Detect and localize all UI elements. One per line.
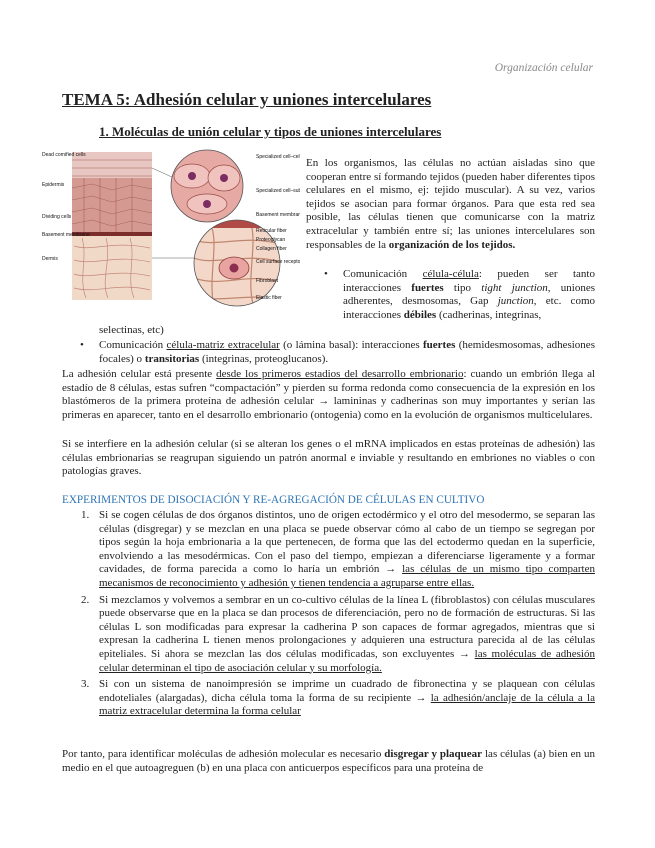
label-cell-cell-contact: Specialized cell–cell [256, 154, 300, 160]
label-basement-membrane-left: Basement membrane [42, 232, 90, 238]
label-basement-membrane-right: Basement membrane [256, 212, 300, 218]
experiments-heading: EXPERIMENTOS DE DISOCIACIÓN Y RE-AGREGACIÓN DE CÉLULAS EN CULTIVO [62, 494, 485, 506]
label-proteoglycan: Proteoglycan [256, 237, 286, 243]
label-reticular-fiber: Reticular fiber [256, 228, 287, 234]
experiment-item: 1. Si se cogen células de dos órganos distintos, uno de origen ectodérmico y el otro del mesodermo, se separan las células (disgregar) y se mezclan en una placa se puede observar cómo al cabo de un tiempo se segregan por tipos según la hoja embrionaria a la que pertenecen, de forma que las del ectodermo quedan en la superficie, envolviendo a las mesodérmicas. Con el paso del tiempo, empiezan a diferenciarse ligeramente y a formar cavidades, de forma parecida a como lo haría un embrión → las células de un mismo tipo comparten mecanismos de reconocimiento y adhesión y tienen tendencia a agruparse entre ellas. [81, 509, 595, 589]
label-elastic-fiber: Elastic fiber [256, 295, 282, 301]
bullet-cell-matrix: • Comunicación célula-matriz extracelular (o lámina basal): interacciones fuertes (hemidesmosomas, adhesiones focales) o transitorias (integrinas, proteoglucanos). [80, 339, 595, 365]
experiments-list [62, 509, 595, 722]
tissue-figure [42, 148, 300, 324]
figure-right-labels [256, 154, 300, 301]
intro-text: En los organismos, las células no actúan aisladas sino que cooperan entre sí formando tejidos (pueden haber diferentes tipos celulares en el mismo, ej: tejido muscular). A su vez, varios tejidos se asocian para formar órganos. Para que esta red sea posible, las células tienen que comunicarse con la matriz extracelular y también entre sí; las uniones intercelulares son responsables de la [306, 157, 595, 251]
running-header: Organización celular [494, 62, 593, 74]
skin-tissue-diagram [42, 148, 300, 324]
label-cell-substratum-contact: Specialized cell–su [256, 188, 299, 194]
experiment-item: 3. Si con un sistema de nanoimpresión se imprime un cuadrado de fibronectina y se plaquean con células endoteliales (alargadas), dicha célula toma la forma de su recipiente → la adhesión/anclaje de la célula a la matriz extracelular determina la forma celular [81, 678, 595, 718]
bullet-dot: • [80, 339, 84, 351]
label-dermis: Dermis [42, 256, 58, 262]
label-dividing-cells: Dividing cells [42, 214, 72, 220]
label-epidermis: Epidermis [42, 182, 65, 188]
intro-bold: organización de los tejidos. [388, 238, 516, 251]
page-title: TEMA 5: Adhesión celular y uniones intercelulares [62, 90, 432, 109]
conclusion-paragraph: Por tanto, para identificar moléculas de adhesión molecular es necesario disgregar y plaquear las células (a) bien en un medio en el que autoagreguen (b) en una placa con anticuerpos específicos para una proteína de [62, 748, 595, 774]
label-integrin: Cell surface recepto [256, 259, 300, 265]
bullet-dot: • [324, 268, 328, 280]
intro-paragraph [306, 157, 595, 252]
bullet-cell-cell: • Comunicación célula-célula: pueden ser tanto interacciones fuertes tipo tight junction, uniones adherentes, desmosomas, Gap junction, etc. como interacciones débiles (cadherinas, integrinas, [324, 268, 595, 321]
section-subtitle: 1. Moléculas de unión celular y tipos de uniones intercelulares [99, 124, 442, 139]
label-fibroblast: Fibroblast [256, 278, 278, 284]
label-dead-cells: Dead cornified cells [42, 152, 86, 158]
label-collagen-fiber: Collagen fiber [256, 246, 287, 252]
bullet-cell-cell-continuation: selectinas, etc) [99, 324, 164, 336]
development-paragraph: La adhesión celular está presente desde los primeros estadios del desarrollo embrionario: cuando un embrión llega al estadío de 8 células, estas sufren “compactación” y pierden su forma redonda como consecuencia de la expresión en los blastómeros de la primera proteína de adhesión celular → lamininas y cadherinas son muy importantes y serían las primeras en aparecer, tanto en el desarrollo embrionario (ontogenia) como en la evolución de organismos multicelulares. [62, 368, 596, 421]
interference-paragraph: Si se interfiere en la adhesión celular (si se alteran los genes o el mRNA implicados en estas proteínas de adhesión) las células embrionarias se reagrupan siguiendo un patrón anormal e inviable y resultando en embriones no viables o con patologías graves. [62, 438, 595, 478]
experiment-item: 2. Si mezclamos y volvemos a sembrar en un co-cultivo células de la línea L (fibroblastos) con células musculares puede observarse que en la placa se dan procesos de diferenciación, pero no de formación de estructuras. Si las células L son modificadas para expresar la cadherina P son capaces de formar agregados, mientras que si expresan la cadherina L tienen menos prolongaciones y adquieren una estructura parecida al de las células epiteliales. Si ahora se mezclan las dos células modificadas, son excluyentes → las moléculas de adhesión celular determinan el tipo de asociación celular y su morfología. [81, 593, 595, 674]
